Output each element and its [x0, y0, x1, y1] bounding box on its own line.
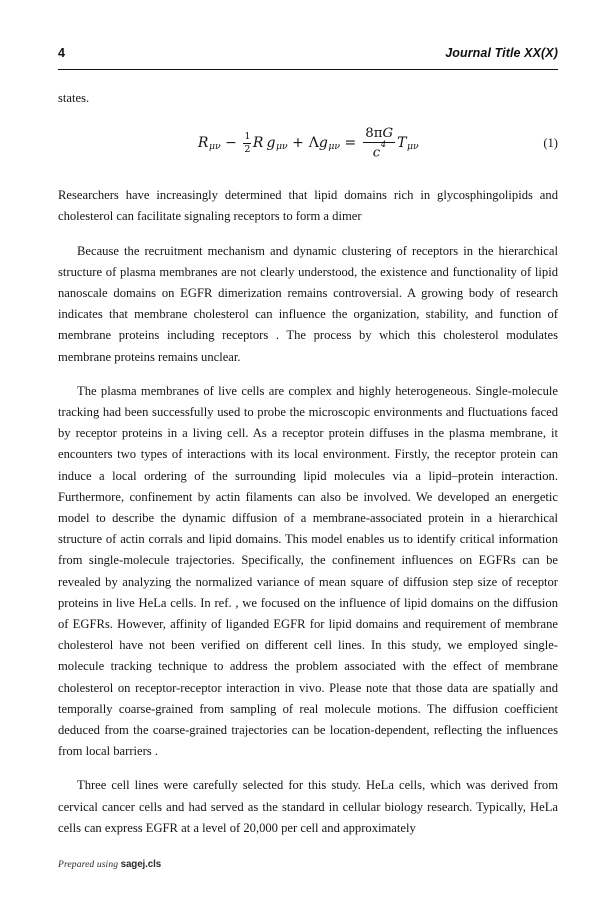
math-subscript-munu-4: μν	[406, 140, 419, 152]
math-numerator-1: 1	[244, 130, 251, 142]
paragraph-three-cell-lines: Three cell lines were carefully selected for this study. HeLa cells, which was derived from cervical cancer cells and had served as the standard in cellular biology research. Typically, HeLa cells can express EGFR at a level of 20,000 per cell and approximately	[58, 778, 558, 835]
page-footer	[58, 859, 161, 870]
equation-expression	[58, 127, 558, 159]
header-rule	[58, 69, 558, 70]
math-denominator-2: 2	[244, 144, 251, 156]
math-subscript-munu-2: μν	[275, 140, 288, 152]
math-T-stress-energy: T	[397, 135, 407, 152]
math-R-scalar: R	[252, 135, 264, 152]
footer-prefix: Prepared using	[58, 859, 121, 870]
math-g-metric-1: g	[266, 135, 276, 152]
einstein-field-equation	[198, 127, 418, 159]
math-denominator-c4: $c^4$	[372, 139, 387, 160]
paragraph-states: states.	[58, 91, 90, 105]
math-fraction-one-half	[243, 132, 251, 155]
display-equation-1	[58, 125, 558, 167]
paragraph-researchers: Researchers have increasingly determined that lipid domains rich in glycosphingolipids and cholesterol can facilitate signaling receptors to form a dimer	[58, 188, 558, 224]
math-plus-operator: +	[292, 135, 304, 152]
fraction-bar-main	[363, 142, 395, 143]
footer-class-name: sagej.cls	[120, 859, 162, 870]
paragraph-because: Because the recruitment mechanism and dynamic clustering of receptors in the hierarchical structure of plasma membranes are not clearly understood, the existence and functionality of lipid nanoscale domains on EGFR dimerization remains controversial. A growing body of research indicates that membrane cholesterol can influence the organization, stability, and function of membrane proteins including receptors . The process by which this cholesterol modulates membrane proteins remains unclear.	[58, 243, 558, 364]
journal-running-title: Journal Title XX(X)	[445, 46, 558, 60]
math-subscript-munu-3: μν	[328, 140, 341, 152]
math-subscript-munu: μν	[208, 140, 221, 152]
math-g-metric-2: g	[318, 135, 328, 152]
math-equals-operator: =	[344, 135, 357, 152]
text-column	[58, 88, 558, 839]
math-fraction-8piG-c4	[363, 127, 395, 159]
running-head	[58, 46, 558, 60]
math-minus-operator: −	[225, 135, 237, 152]
math-numerator-8piG: 8πG	[365, 126, 394, 142]
paragraph-plasma-membranes: The plasma membranes of live cells are complex and highly heterogeneous. Single-molecule tracking had been successfully used to probe the microscopic environments and fluctuations faced by receptor proteins in a living cell. As a receptor protein diffuses in the plasma membrane, it encounters two types of interactions with its local environment. Firstly, the receptor protein can induce a local ordering of the surrounding lipid molecules via a lipid–protein interaction. Furthermore, confinement by actin filaments can also be involved. We developed an energetic model to describe the dynamic diffusion of a membrane-associated protein in a hierarchical structure of actin corrals and lipid domains. This model enables us to identify critical information from single-molecule trajectories. Specifically, the confinement influences on EGFRs can be revealed by analyzing the normalized variance of mean square of diffusion step size of receptor proteins in live HeLa cells. In ref. , we focused on the influence of lipid domains on the diffusion of EGFRs. However, affinity of liganded EGFR for lipid domains and requirement of membrane cholesterol have not been verified on different cell lines. In this study, we employed single-molecule tracking technique to address the problem associated with the effect of membrane cholesterol on receptor-receptor interaction in vivo. Please note that those data are spatially and temporally coarse-grained from sampling of real molecule motions. The diffusion coefficient deduced from the coarse-grained trajectories can be location-dependent, reflecting the influences from local barriers .	[58, 383, 558, 759]
math-R-ricci: R	[197, 135, 209, 152]
equation-number: (1)	[543, 136, 558, 151]
page-number: 4	[58, 46, 66, 60]
math-lambda-cosmological: Λ	[308, 135, 319, 152]
